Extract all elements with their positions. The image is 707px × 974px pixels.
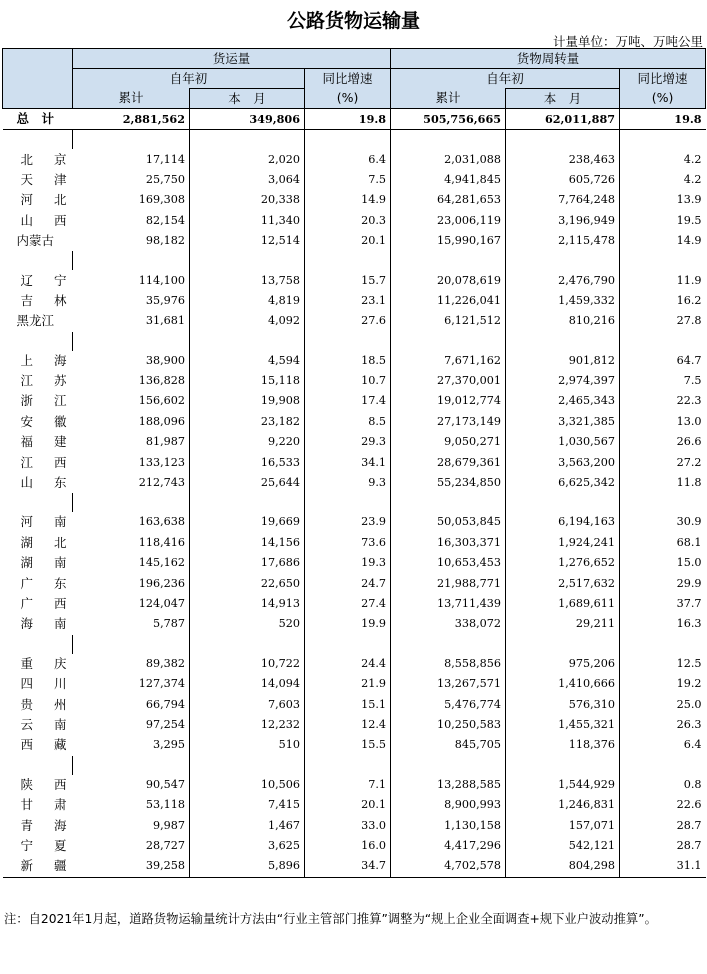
turnover-yoy-cell: 16.3 [620, 614, 706, 634]
turnover-month-cell: 2,476,790 [506, 270, 620, 290]
region-name: 四川 [20, 676, 67, 692]
turnover-yoy-cell: 13.0 [620, 412, 706, 432]
region-name: 新疆 [20, 858, 67, 874]
turnover-month-cell: 1,689,611 [506, 594, 620, 614]
freight-yoy-cell: 20.1 [305, 231, 391, 251]
freight-month-cell: 7,415 [190, 795, 305, 815]
region-name: 甘肃 [20, 797, 67, 813]
freight-yoy-cell: 21.9 [305, 674, 391, 694]
freight-yoy-cell: 29.3 [305, 432, 391, 452]
turnover-ytd-cell: 8,900,993 [391, 795, 506, 815]
turnover-yoy-cell: 27.2 [620, 452, 706, 472]
turnover-month-cell: 2,465,343 [506, 391, 620, 411]
freight-yoy-cell: 34.7 [305, 856, 391, 877]
table-row [3, 715, 706, 735]
turnover-yoy-cell: 22.6 [620, 795, 706, 815]
turnover-ytd-cell: 4,702,578 [391, 856, 506, 877]
header-turnover-yoy: 同比增速 [620, 69, 706, 89]
table-row [3, 573, 706, 593]
region-name: 吉林 [20, 292, 67, 308]
turnover-ytd-cell: 55,234,850 [391, 473, 506, 493]
turnover-yoy-cell: 4.2 [620, 170, 706, 190]
group-spacer [3, 130, 706, 150]
region-name: 宁夏 [20, 837, 67, 853]
freight-ytd-cell: 66,794 [145, 697, 185, 711]
turnover-yoy-cell: 16.2 [620, 291, 706, 311]
freight-ytd-cell: 133,123 [138, 455, 185, 469]
region-name: 内蒙古 [16, 233, 55, 249]
freight-yoy-cell: 10.7 [305, 371, 391, 391]
region-name: 湖北 [20, 534, 67, 550]
table-row [3, 775, 706, 795]
table-row [3, 512, 706, 532]
turnover-month-cell: 1,459,332 [506, 291, 620, 311]
freight-month-cell: 16,533 [190, 452, 305, 472]
turnover-month-cell: 3,196,949 [506, 211, 620, 231]
header-turnover-cumulative: 累计 [391, 89, 506, 109]
freight-month-cell: 13,758 [190, 270, 305, 290]
region-name: 上海 [20, 352, 67, 368]
table-row [3, 211, 706, 231]
freight-month-cell: 5,896 [190, 856, 305, 877]
freight-ytd-cell: 81,987 [145, 435, 185, 449]
turnover-month-cell: 7,764,248 [506, 190, 620, 210]
region-name: 安徽 [20, 413, 67, 429]
freight-month-cell: 20,338 [190, 190, 305, 210]
turnover-yoy-cell: 28.7 [620, 815, 706, 835]
freight-ytd-cell: 38,900 [145, 353, 185, 367]
turnover-yoy-cell: 0.8 [620, 775, 706, 795]
turnover-ytd-cell: 4,417,296 [391, 836, 506, 856]
turnover-month-cell: 810,216 [506, 311, 620, 331]
freight-ytd-cell: 35,976 [145, 293, 185, 307]
turnover-yoy-cell: 64.7 [620, 351, 706, 371]
table-row [3, 674, 706, 694]
turnover-ytd-cell: 13,711,439 [391, 594, 506, 614]
freight-month-cell: 10,722 [190, 654, 305, 674]
freight-ytd-cell: 89,382 [145, 656, 185, 670]
table-row [3, 533, 706, 553]
freight-yoy-cell: 20.1 [305, 795, 391, 815]
turnover-yoy-cell: 26.6 [620, 432, 706, 452]
table-header [3, 49, 706, 109]
unit-label: 计量单位：万吨、万吨公里 [552, 34, 703, 49]
region-name: 浙江 [20, 393, 67, 409]
freight-month-cell: 22,650 [190, 573, 305, 593]
turnover-ytd-cell: 23,006,119 [391, 211, 506, 231]
table-row [3, 654, 706, 674]
freight-yoy-cell: 15.7 [305, 270, 391, 290]
total-freight-month: 349,806 [190, 109, 305, 130]
region-name: 河北 [20, 192, 67, 208]
group-spacer [3, 251, 706, 270]
freight-yoy-cell: 23.9 [305, 512, 391, 532]
total-freight-yoy: 19.8 [305, 109, 391, 130]
region-name: 天津 [20, 171, 67, 187]
freight-yoy-cell: 8.5 [305, 412, 391, 432]
region-name: 湖南 [20, 555, 67, 571]
freight-ytd-cell: 9,987 [152, 818, 185, 832]
table-row [3, 412, 706, 432]
turnover-yoy-cell: 29.9 [620, 573, 706, 593]
total-turnover-yoy: 19.8 [620, 109, 706, 130]
header-freight-ytd: 自年初 [73, 69, 305, 89]
table-row [3, 553, 706, 573]
table-row [3, 795, 706, 815]
freight-table [2, 48, 706, 878]
freight-yoy-cell: 27.4 [305, 594, 391, 614]
freight-ytd-cell: 5,787 [152, 617, 185, 631]
table-row [3, 735, 706, 755]
total-turnover-ytd: 505,756,665 [391, 109, 506, 130]
turnover-ytd-cell: 64,281,653 [391, 190, 506, 210]
turnover-yoy-cell: 4.2 [620, 149, 706, 169]
turnover-yoy-cell: 13.9 [620, 190, 706, 210]
table-row [3, 391, 706, 411]
turnover-ytd-cell: 10,653,453 [391, 553, 506, 573]
header-freight: 货运量 [73, 49, 391, 69]
turnover-month-cell: 1,544,929 [506, 775, 620, 795]
turnover-yoy-cell: 19.5 [620, 211, 706, 231]
turnover-month-cell: 975,206 [506, 654, 620, 674]
freight-ytd-cell: 127,374 [138, 677, 185, 691]
total-label: 总 计 [3, 109, 73, 130]
freight-month-cell: 25,644 [190, 473, 305, 493]
turnover-ytd-cell: 13,267,571 [391, 674, 506, 694]
turnover-yoy-cell: 7.5 [620, 371, 706, 391]
turnover-ytd-cell: 13,288,585 [391, 775, 506, 795]
turnover-yoy-cell: 28.7 [620, 836, 706, 856]
table-row [3, 836, 706, 856]
turnover-month-cell: 1,246,831 [506, 795, 620, 815]
freight-ytd-cell: 53,118 [145, 798, 185, 812]
table-row [3, 371, 706, 391]
freight-yoy-cell: 27.6 [305, 311, 391, 331]
header-turnover-ytd: 自年初 [391, 69, 620, 89]
freight-yoy-cell: 17.4 [305, 391, 391, 411]
table-body [3, 109, 706, 878]
freight-ytd-cell: 28,727 [145, 838, 185, 852]
freight-month-cell: 2,020 [190, 149, 305, 169]
group-spacer [3, 635, 706, 654]
turnover-yoy-cell: 37.7 [620, 594, 706, 614]
region-name: 海南 [20, 616, 67, 632]
freight-month-cell: 14,156 [190, 533, 305, 553]
freight-month-cell: 510 [190, 735, 305, 755]
turnover-month-cell: 2,517,632 [506, 573, 620, 593]
header-turnover-yoy-unit: (%) [620, 89, 706, 109]
freight-ytd-cell: 17,114 [145, 152, 185, 166]
table-row [3, 311, 706, 331]
table-row [3, 170, 706, 190]
table-row [3, 291, 706, 311]
table-row [3, 351, 706, 371]
region-name: 广西 [20, 596, 67, 611]
table-row [3, 594, 706, 614]
header-turnover: 货物周转量 [391, 49, 706, 69]
freight-month-cell: 4,594 [190, 351, 305, 371]
freight-ytd-cell: 98,182 [145, 234, 185, 248]
region-name: 重庆 [20, 655, 67, 671]
turnover-month-cell: 3,321,385 [506, 412, 620, 432]
header-freight-yoy-unit: (%) [305, 89, 391, 109]
region-name: 江西 [20, 454, 67, 470]
freight-yoy-cell: 34.1 [305, 452, 391, 472]
turnover-ytd-cell: 9,050,271 [391, 432, 506, 452]
turnover-month-cell: 1,924,241 [506, 533, 620, 553]
freight-yoy-cell: 14.9 [305, 190, 391, 210]
turnover-month-cell: 2,974,397 [506, 371, 620, 391]
table-row [3, 270, 706, 290]
freight-month-cell: 4,819 [190, 291, 305, 311]
page-title: 公路货物运输量 [286, 10, 420, 32]
turnover-ytd-cell: 15,990,167 [391, 231, 506, 251]
footnote: 注：自2021年1月起，道路货物运输量统计方法由“行业主管部门推算”调整为“规上企业全面调查+规下业户波动推算”。 [4, 912, 657, 926]
freight-yoy-cell: 7.1 [305, 775, 391, 795]
table-row [3, 694, 706, 714]
group-spacer [3, 493, 706, 512]
turnover-ytd-cell: 20,078,619 [391, 270, 506, 290]
turnover-yoy-cell: 12.5 [620, 654, 706, 674]
group-spacer [3, 756, 706, 775]
freight-yoy-cell: 15.1 [305, 694, 391, 714]
region-name: 北京 [20, 151, 67, 167]
freight-yoy-cell: 9.3 [305, 473, 391, 493]
turnover-month-cell: 6,625,342 [506, 473, 620, 493]
turnover-month-cell: 29,211 [506, 614, 620, 634]
header-freight-cumulative: 累计 [73, 89, 190, 109]
freight-ytd-cell: 136,828 [138, 374, 185, 388]
turnover-ytd-cell: 6,121,512 [391, 311, 506, 331]
freight-month-cell: 3,064 [190, 170, 305, 190]
freight-ytd-cell: 82,154 [145, 213, 185, 227]
freight-month-cell: 9,220 [190, 432, 305, 452]
turnover-month-cell: 157,071 [506, 815, 620, 835]
group-spacer [3, 332, 706, 351]
turnover-month-cell: 542,121 [506, 836, 620, 856]
freight-ytd-cell: 188,096 [138, 414, 185, 428]
turnover-yoy-cell: 26.3 [620, 715, 706, 735]
freight-ytd-cell: 124,047 [138, 597, 185, 610]
total-turnover-month: 62,011,887 [506, 109, 620, 130]
freight-ytd-cell: 118,416 [138, 535, 185, 549]
region-name: 贵州 [20, 696, 67, 712]
table-row [3, 149, 706, 169]
turnover-yoy-cell: 11.9 [620, 270, 706, 290]
turnover-ytd-cell: 21,988,771 [391, 573, 506, 593]
freight-ytd-cell: 169,308 [138, 193, 185, 207]
turnover-ytd-cell: 845,705 [391, 735, 506, 755]
region-name: 河南 [20, 514, 67, 530]
freight-yoy-cell: 20.3 [305, 211, 391, 231]
turnover-month-cell: 576,310 [506, 694, 620, 714]
region-name: 山西 [20, 212, 67, 228]
turnover-yoy-cell: 68.1 [620, 533, 706, 553]
table-row [3, 614, 706, 634]
region-name: 山东 [20, 475, 67, 491]
turnover-ytd-cell: 7,671,162 [391, 351, 506, 371]
freight-yoy-cell: 12.4 [305, 715, 391, 735]
turnover-ytd-cell: 4,941,845 [391, 170, 506, 190]
turnover-month-cell: 118,376 [506, 735, 620, 755]
turnover-yoy-cell: 6.4 [620, 735, 706, 755]
region-name: 辽宁 [20, 272, 67, 288]
freight-ytd-cell: 39,258 [73, 856, 190, 877]
region-name: 江苏 [20, 373, 67, 389]
region-name: 福建 [20, 434, 67, 450]
turnover-month-cell: 1,276,652 [506, 553, 620, 573]
turnover-month-cell: 2,115,478 [506, 231, 620, 251]
table-row [3, 190, 706, 210]
turnover-ytd-cell: 1,130,158 [391, 815, 506, 835]
turnover-ytd-cell: 27,173,149 [391, 412, 506, 432]
freight-month-cell: 3,625 [190, 836, 305, 856]
turnover-yoy-cell: 22.3 [620, 391, 706, 411]
turnover-ytd-cell: 11,226,041 [391, 291, 506, 311]
table-row [3, 231, 706, 251]
turnover-month-cell: 605,726 [506, 170, 620, 190]
turnover-month-cell: 6,194,163 [506, 512, 620, 532]
table-row [3, 815, 706, 835]
table-row [3, 452, 706, 472]
freight-ytd-cell: 31,681 [145, 314, 185, 328]
freight-yoy-cell: 19.3 [305, 553, 391, 573]
freight-ytd-cell: 163,638 [138, 515, 185, 529]
freight-month-cell: 19,669 [190, 512, 305, 532]
turnover-ytd-cell: 10,250,583 [391, 715, 506, 735]
freight-yoy-cell: 23.1 [305, 291, 391, 311]
freight-ytd-cell: 145,162 [138, 556, 185, 570]
freight-ytd-cell: 3,295 [152, 738, 185, 752]
freight-ytd-cell: 156,602 [138, 394, 185, 408]
turnover-month-cell: 804,298 [506, 856, 620, 877]
freight-ytd-cell: 90,547 [145, 777, 185, 791]
region-name: 陕西 [20, 776, 67, 792]
table-row [3, 856, 706, 877]
freight-month-cell: 10,506 [190, 775, 305, 795]
turnover-month-cell: 3,563,200 [506, 452, 620, 472]
turnover-yoy-cell: 14.9 [620, 231, 706, 251]
freight-month-cell: 23,182 [190, 412, 305, 432]
freight-yoy-cell: 24.7 [305, 573, 391, 593]
freight-yoy-cell: 18.5 [305, 351, 391, 371]
turnover-yoy-cell: 27.8 [620, 311, 706, 331]
freight-yoy-cell: 19.9 [305, 614, 391, 634]
freight-month-cell: 520 [190, 614, 305, 634]
freight-month-cell: 19,908 [190, 391, 305, 411]
freight-ytd-cell: 97,254 [145, 717, 185, 731]
freight-yoy-cell: 24.4 [305, 654, 391, 674]
turnover-month-cell: 1,030,567 [506, 432, 620, 452]
freight-ytd-cell: 196,236 [138, 576, 185, 590]
freight-yoy-cell: 7.5 [305, 170, 391, 190]
turnover-ytd-cell: 5,476,774 [391, 694, 506, 714]
turnover-month-cell: 238,463 [506, 149, 620, 169]
freight-yoy-cell: 16.0 [305, 836, 391, 856]
turnover-yoy-cell: 31.1 [620, 856, 706, 877]
header-region-cell [3, 49, 73, 109]
region-name: 黑龙江 [16, 313, 55, 329]
freight-month-cell: 11,340 [190, 211, 305, 231]
region-name: 广东 [20, 575, 67, 591]
turnover-ytd-cell: 19,012,774 [391, 391, 506, 411]
freight-month-cell: 12,232 [190, 715, 305, 735]
freight-month-cell: 12,514 [190, 231, 305, 251]
freight-yoy-cell: 6.4 [305, 149, 391, 169]
turnover-month-cell: 1,410,666 [506, 674, 620, 694]
region-name: 西藏 [20, 737, 67, 753]
turnover-ytd-cell: 8,558,856 [391, 654, 506, 674]
freight-month-cell: 15,118 [190, 371, 305, 391]
turnover-ytd-cell: 338,072 [391, 614, 506, 634]
freight-ytd-cell: 114,100 [138, 273, 185, 287]
freight-month-cell: 17,686 [190, 553, 305, 573]
turnover-month-cell: 901,812 [506, 351, 620, 371]
turnover-ytd-cell: 28,679,361 [391, 452, 506, 472]
turnover-month-cell: 1,455,321 [506, 715, 620, 735]
turnover-yoy-cell: 11.8 [620, 473, 706, 493]
turnover-ytd-cell: 50,053,845 [391, 512, 506, 532]
header-freight-yoy: 同比增速 [305, 69, 391, 89]
freight-month-cell: 14,913 [190, 594, 305, 614]
freight-yoy-cell: 73.6 [305, 533, 391, 553]
freight-month-cell: 4,092 [190, 311, 305, 331]
freight-ytd-cell: 25,750 [145, 172, 185, 186]
freight-month-cell: 1,467 [190, 815, 305, 835]
turnover-yoy-cell: 30.9 [620, 512, 706, 532]
turnover-ytd-cell: 16,303,371 [391, 533, 506, 553]
table-row [3, 473, 706, 493]
region-name: 云南 [20, 716, 67, 732]
freight-ytd-cell: 212,743 [138, 476, 185, 490]
total-row [3, 109, 706, 130]
turnover-yoy-cell: 19.2 [620, 674, 706, 694]
freight-yoy-cell: 15.5 [305, 735, 391, 755]
header-freight-month: 本 月 [190, 89, 305, 109]
turnover-yoy-cell: 15.0 [620, 553, 706, 573]
turnover-ytd-cell: 2,031,088 [391, 149, 506, 169]
freight-month-cell: 7,603 [190, 694, 305, 714]
header-turnover-month: 本 月 [506, 89, 620, 109]
turnover-yoy-cell: 25.0 [620, 694, 706, 714]
region-name: 青海 [20, 817, 67, 833]
freight-yoy-cell: 33.0 [305, 815, 391, 835]
table-row [3, 432, 706, 452]
freight-month-cell: 14,094 [190, 674, 305, 694]
total-freight-ytd: 2,881,562 [73, 109, 190, 130]
turnover-ytd-cell: 27,370,001 [391, 371, 506, 391]
